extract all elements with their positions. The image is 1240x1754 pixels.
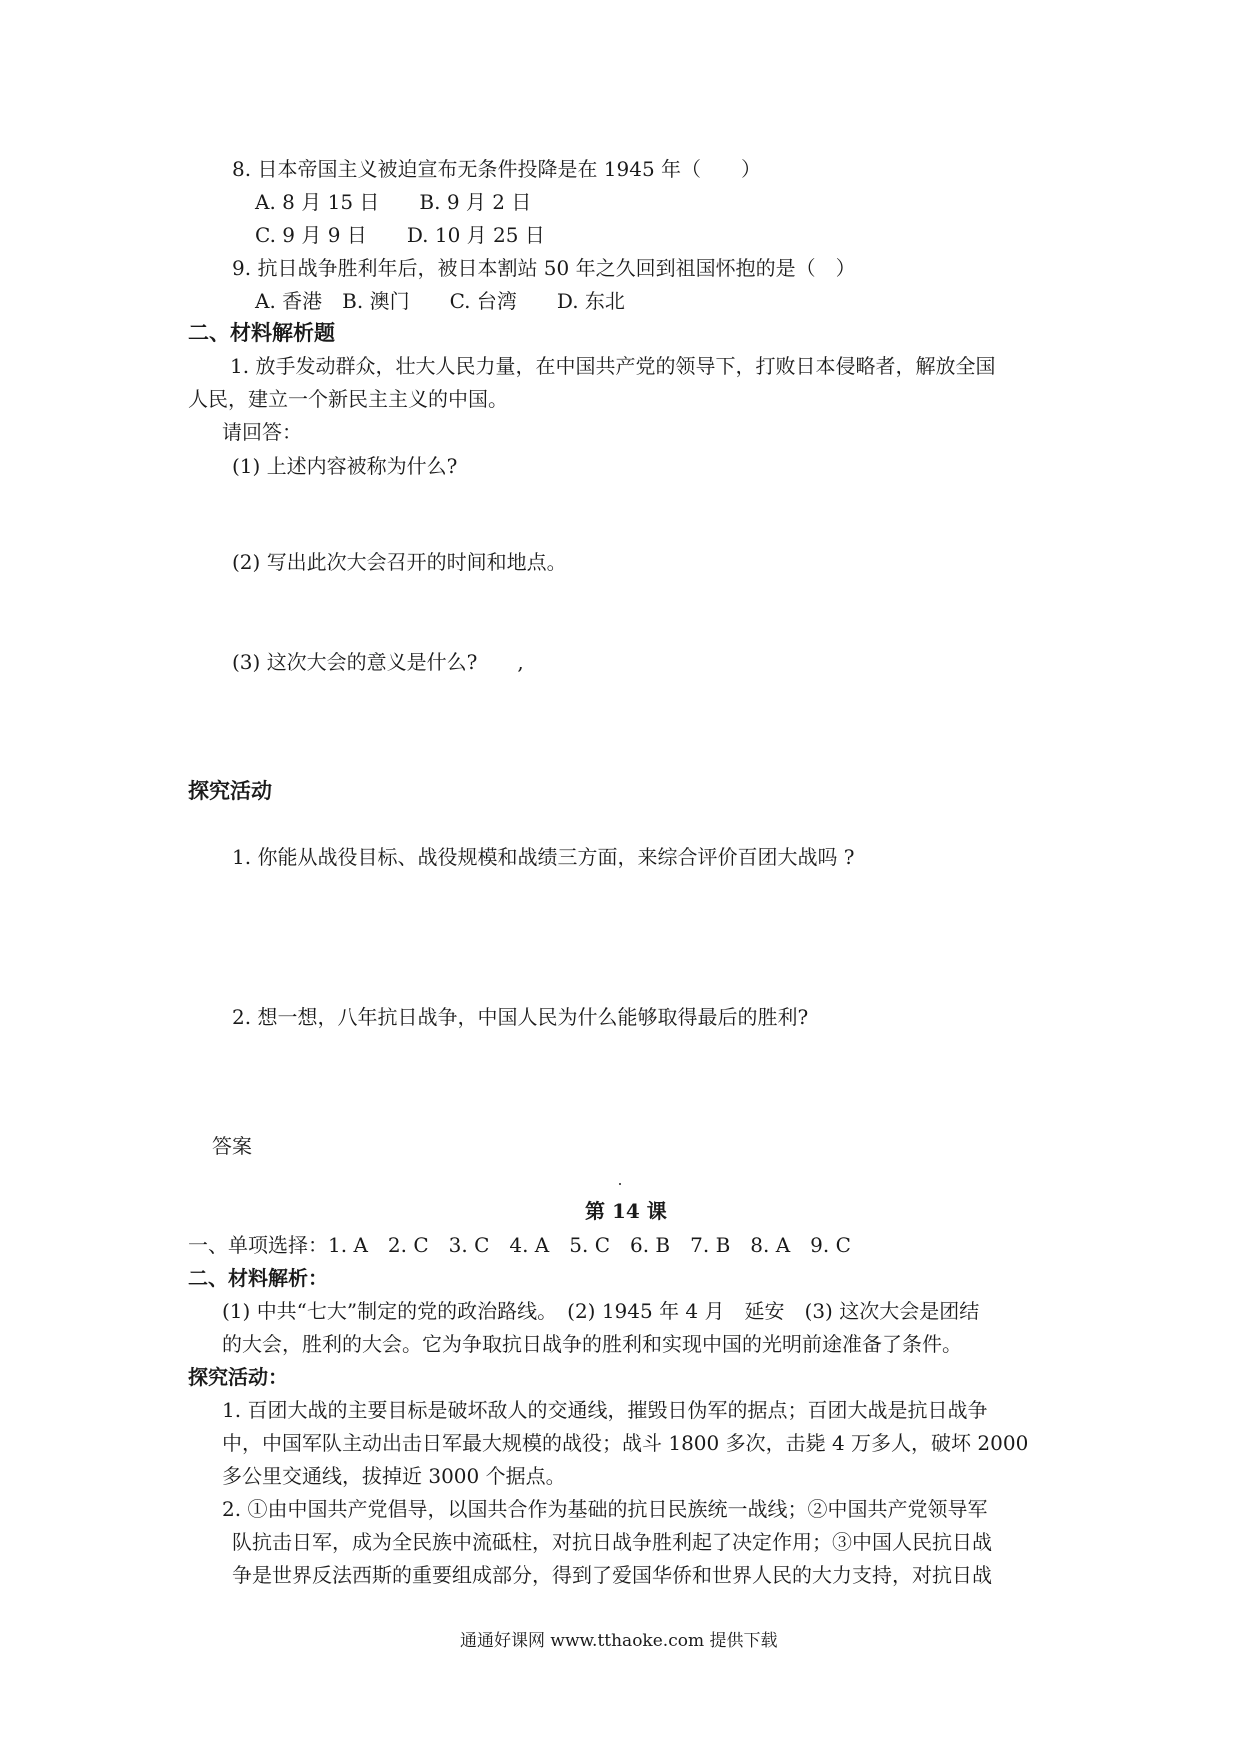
page-footer: 通通好课网 www.tthaoke.com 提供下载	[460, 1631, 778, 1651]
material-prompt: 请回答：	[222, 420, 302, 444]
material-sub-question-1: (1) 上述内容被称为什么?	[232, 454, 458, 478]
answer-material-line-1: (1) 中共“七大”制定的党的政治路线。 (2) 1945 年 4 月 延安 (3) 这次大会是团结	[222, 1299, 980, 1323]
answer-inquiry-1-line-1: 1. 百团大战的主要目标是破坏敌人的交通线，摧毁日伪军的据点；百团大战是抗日战争	[222, 1398, 988, 1422]
question-9-stem: 9. 抗日战争胜利年后，被日本割站 50 年之久回到祖国怀抱的是（ ）	[232, 256, 856, 280]
inquiry-heading: 探究活动	[188, 779, 272, 803]
answers-label: 答案	[212, 1134, 252, 1158]
question-9-options: A. 香港 B. 澳门 C. 台湾 D. 东北	[255, 289, 625, 313]
answer-inquiry-heading: 探究活动：	[188, 1365, 288, 1389]
answer-material-heading: 二、材料解析：	[188, 1266, 328, 1290]
answer-inquiry-1-line-3: 多公里交通线，拔掉近 3000 个据点。	[222, 1464, 566, 1488]
answer-inquiry-2-line-1: 2. ①由中国共产党倡导，以国共合作为基础的抗日民族统一战线；②中国共产党领导军	[222, 1497, 988, 1521]
section-2-heading: 二、材料解析题	[188, 321, 335, 345]
question-8-options-row-1: A. 8 月 15 日 B. 9 月 2 日	[255, 190, 532, 214]
material-line-2: 人民，建立一个新民主主义的中国。	[188, 387, 508, 411]
answer-inquiry-1-line-2: 中，中国军队主动出击日军最大规模的战役；战斗 1800 多次，击毙 4 万多人，破坏 2000	[222, 1431, 1029, 1455]
answer-inquiry-2-line-2: 队抗击日军，成为全民族中流砥柱，对抗日战争胜利起了决定作用；③中国人民抗日战	[232, 1530, 992, 1554]
question-8-stem: 8. 日本帝国主义被迫宣布无条件投降是在 1945 年（ ）	[232, 157, 762, 181]
answer-single-choice: 一、单项选择：1. A 2. C 3. C 4. A 5. C 6. B 7. B 8. A 9. C	[188, 1233, 851, 1257]
inquiry-question-1: 1. 你能从战役目标、战役规模和战绩三方面，来综合评价百团大战吗 ?	[232, 845, 855, 869]
material-line-1: 1. 放手发动群众，壮大人民力量，在中国共产党的领导下，打败日本侵略者，解放全国	[230, 354, 996, 378]
lesson-title: 第 14 课	[585, 1199, 667, 1223]
material-sub-question-3: (3) 这次大会的意义是什么? ,	[232, 650, 524, 674]
stray-dot	[619, 1183, 621, 1185]
question-8-options-row-2: C. 9 月 9 日 D. 10 月 25 日	[255, 223, 545, 247]
answer-inquiry-2-line-3: 争是世界反法西斯的重要组成部分，得到了爱国华侨和世界人民的大力支持，对抗日战	[232, 1563, 992, 1587]
material-sub-question-2: (2) 写出此次大会召开的时间和地点。	[232, 550, 567, 574]
answer-material-line-2: 的大会，胜利的大会。它为争取抗日战争的胜利和实现中国的光明前途准备了条件。	[222, 1332, 962, 1356]
inquiry-question-2: 2. 想一想，八年抗日战争，中国人民为什么能够取得最后的胜利?	[232, 1005, 809, 1029]
